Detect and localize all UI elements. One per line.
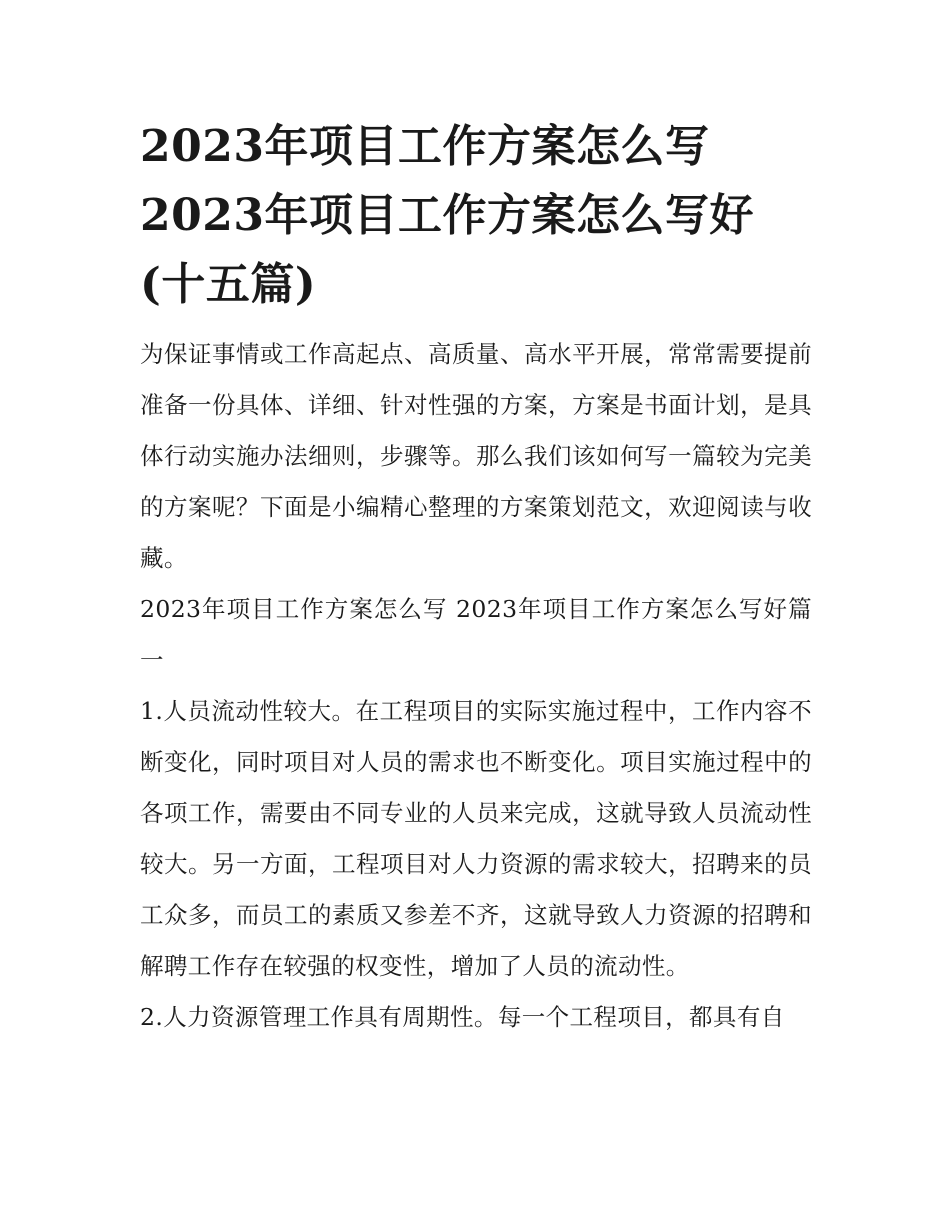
document-page (140, 112, 812, 1043)
paragraph-section-heading: 2023年项目工作方案怎么写 2023年项目工作方案怎么写好篇一 (140, 595, 812, 674)
paragraph-intro: 为保证事情或工作高起点、高质量、高水平开展，常常需要提前准备一份具体、详细、针对性强的方案，方案是书面计划，是具体行动实施办法细则，步骤等。那么我们该如何写一篇较为完美的方案呢？下面是小编精心整理的方案策划范文，欢迎阅读与收藏。 (140, 340, 812, 572)
document-title: 2023年项目工作方案怎么写 2023年项目工作方案怎么写好(十五篇) (140, 121, 754, 310)
paragraph-point-1: 1.人员流动性较大。在工程项目的实际实施过程中，工作内容不断变化，同时项目对人员的需求也不断变化。项目实施过程中的各项工作，需要由不同专业的人员来完成，这就导致人员流动性较大。另一方面，工程项目对人力资源的需求较大，招聘来的员工众多，而员工的素质又参差不齐，这就导致人力资源的招聘和解聘工作存在较强的权变性，增加了人员的流动性。 (140, 697, 812, 980)
paragraph-point-2: 2.人力资源管理工作具有周期性。每一个工程项目，都具有自 (140, 1003, 785, 1031)
